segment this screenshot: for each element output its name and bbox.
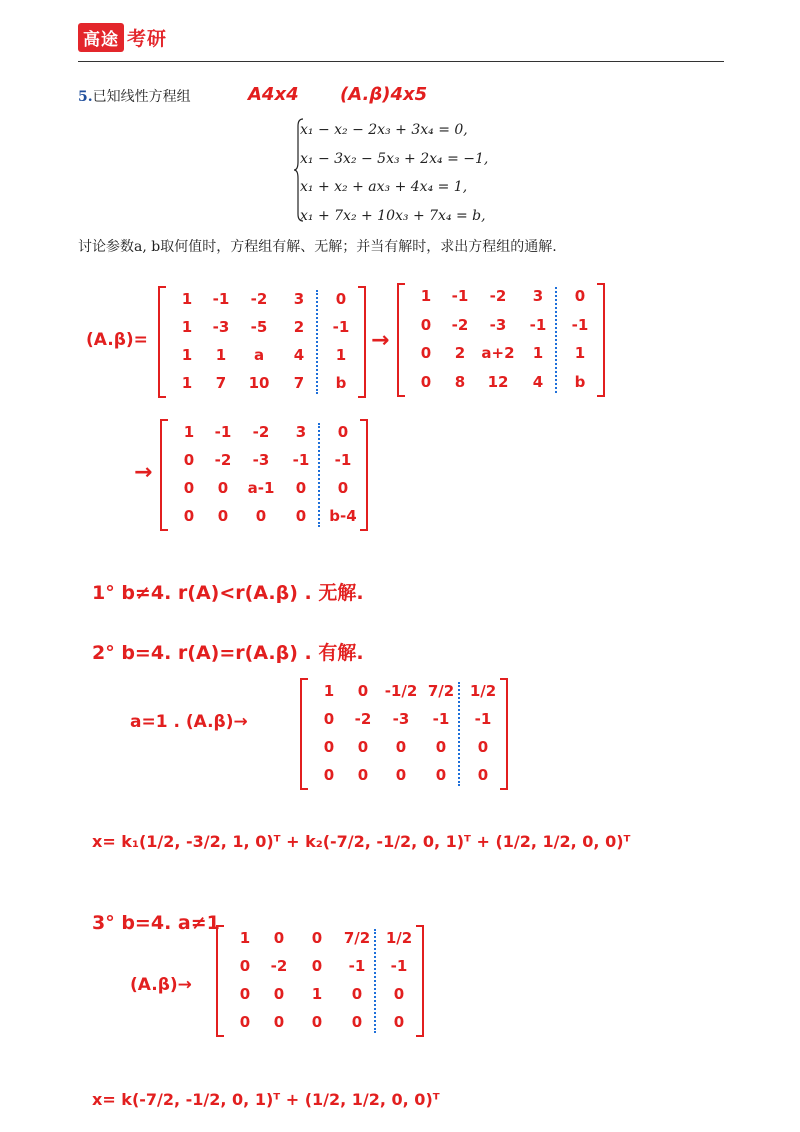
logo-text: 考研: [127, 27, 168, 50]
matrix-entry: 12: [487, 372, 509, 391]
arrow-1: →: [371, 328, 390, 353]
matrix-entry: 1: [181, 346, 193, 364]
matrix-entry: 0: [393, 1013, 405, 1031]
augment-separator: [458, 682, 460, 786]
matrix-entry: 0: [239, 957, 251, 975]
matrix-entry: 0: [574, 287, 586, 306]
matrix-entry: 0: [273, 1013, 285, 1031]
equation-2: x₁ − 3x₂ − 5x₃ + 2x₄ = −1,: [300, 150, 489, 167]
matrix-entry: -1: [292, 451, 310, 469]
matrix-entry: a+2: [481, 344, 515, 363]
matrix-entry: -2: [250, 290, 268, 308]
matrix-entry: 1: [183, 423, 195, 441]
matrix-entry: 0: [311, 1013, 323, 1031]
matrix-entry: 0: [239, 1013, 251, 1031]
matrix-entry: 1: [323, 682, 335, 700]
equation-1: x₁ − x₂ − 2x₃ + 3x₄ = 0,: [300, 122, 468, 138]
matrix-entry: -3: [392, 710, 410, 728]
matrix-entry: -1: [348, 957, 366, 975]
matrix-entry: 1: [181, 290, 193, 308]
note-ab-dim: (A.β)4x5: [340, 84, 428, 105]
matrix-right-bracket: [416, 925, 424, 1037]
equation-system: [300, 116, 488, 230]
matrix-entry: -1: [390, 957, 408, 975]
matrix-entry: 1: [181, 318, 193, 336]
question-ask: 讨论参数a, b取何值时，方程组有解、无解；并当有解时，求出方程组的通解.: [78, 239, 557, 255]
matrix-entry: -1: [451, 287, 469, 306]
matrix-entry: 0: [357, 682, 369, 700]
matrix-entry: 0: [420, 372, 432, 391]
matrix-entry: 0: [435, 766, 447, 784]
matrix-entry: 0: [217, 507, 229, 525]
matrix-entry: -2: [252, 423, 270, 441]
logo-mark: 高途: [78, 23, 124, 52]
matrix-entry: 0: [395, 738, 407, 756]
matrix-entry: 0: [273, 985, 285, 1003]
matrix-entry: -3: [489, 315, 507, 334]
matrix-entry: -2: [270, 957, 288, 975]
matrix-entry: -1: [212, 290, 230, 308]
matrix-left-bracket: [300, 678, 308, 790]
matrix-entry: -3: [252, 451, 270, 469]
matrix-original: [158, 286, 366, 398]
matrix-entry: -5: [250, 318, 268, 336]
augment-separator: [318, 423, 320, 527]
matrix-entry: -1: [214, 423, 232, 441]
matrix-entry: 0: [311, 957, 323, 975]
matrix-entry: 1/2: [385, 929, 413, 947]
matrix-entry: -3: [212, 318, 230, 336]
matrix-entry: -1: [332, 318, 350, 336]
matrix-entry: -2: [451, 315, 469, 334]
matrix-entry: 0: [323, 766, 335, 784]
matrix-entry: 0: [337, 423, 349, 441]
matrix-entry: -2: [489, 287, 507, 306]
matrix-entry: 1: [215, 346, 227, 364]
matrix-right-bracket: [360, 419, 368, 531]
matrix-entry: 0: [420, 315, 432, 334]
matrix-entry: b: [574, 372, 586, 391]
matrix-entry: -2: [214, 451, 232, 469]
matrix-entry: -1: [474, 710, 492, 728]
matrix-entry: 0: [393, 985, 405, 1003]
matrix-entry: 1/2: [469, 682, 497, 700]
matrix-entry: 0: [295, 507, 307, 525]
case-3: 3° b=4. a≠1: [92, 912, 220, 934]
matrix-entry: 1: [532, 344, 544, 363]
matrix-entry: 0: [477, 766, 489, 784]
augmented-label: (A.β)=: [86, 330, 148, 350]
matrix-entry: 0: [217, 479, 229, 497]
header-divider: [78, 61, 724, 62]
equation-4: x₁ + 7x₂ + 10x₃ + 7x₄ = b,: [300, 207, 486, 224]
matrix-entry: 0: [183, 507, 195, 525]
matrix-entry: 0: [273, 929, 285, 947]
case-2-label: a=1 . (A.β)→: [130, 712, 248, 732]
matrix-entry: 3: [532, 287, 544, 306]
question-line: [78, 86, 191, 106]
matrix-left-bracket: [216, 925, 224, 1037]
matrix-entry: 1: [311, 985, 323, 1003]
arrow-2: →: [134, 460, 153, 485]
matrix-entry: 0: [311, 929, 323, 947]
matrix-entry: -2: [354, 710, 372, 728]
matrix-entry: 0: [183, 451, 195, 469]
matrix-entry: 1: [420, 287, 432, 306]
matrix-entry: a: [253, 346, 265, 364]
matrix-entry: 1: [335, 346, 347, 364]
case-3-label: (A.β)→: [130, 975, 192, 995]
question-number: 5.: [78, 89, 93, 105]
matrix-case2: [300, 678, 508, 790]
matrix-entry: b-4: [329, 507, 357, 525]
matrix-entry: a-1: [247, 479, 275, 497]
matrix-entry: 1: [181, 374, 193, 392]
case-1: 1° b≠4. r(A)<r(A.β) . 无解.: [92, 582, 364, 604]
matrix-right-bracket: [597, 283, 605, 397]
solution-case2: x= k₁(1/2, -3/2, 1, 0)ᵀ + k₂(-7/2, -1/2, 0, 1)ᵀ + (1/2, 1/2, 0, 0)ᵀ: [92, 832, 631, 851]
matrix-right-bracket: [500, 678, 508, 790]
matrix-entry: 8: [454, 372, 466, 391]
matrix-left-bracket: [397, 283, 405, 397]
matrix-entry: 0: [323, 710, 335, 728]
augment-separator: [555, 287, 557, 393]
matrix-left-bracket: [160, 419, 168, 531]
matrix-entry: 0: [323, 738, 335, 756]
matrix-entry: 0: [357, 766, 369, 784]
matrix-entry: -1: [529, 315, 547, 334]
matrix-entry: 1: [574, 344, 586, 363]
matrix-left-bracket: [158, 286, 166, 398]
matrix-entry: 0: [295, 479, 307, 497]
matrix-entry: -1: [432, 710, 450, 728]
equation-3: x₁ + x₂ + ax₃ + 4x₄ = 1,: [300, 179, 468, 195]
matrix-entry: -1: [571, 315, 589, 334]
matrix-entry: 7: [293, 374, 305, 392]
matrix-entry: 0: [357, 738, 369, 756]
question-stem: 已知线性方程组: [92, 89, 191, 105]
matrix-entry: 0: [351, 1013, 363, 1031]
matrix-entry: 3: [293, 290, 305, 308]
matrix-entry: 1: [239, 929, 251, 947]
matrix-entry: 0: [335, 290, 347, 308]
matrix-entry: -1/2: [384, 682, 418, 700]
matrix-right-bracket: [358, 286, 366, 398]
matrix-entry: 4: [532, 372, 544, 391]
brand-logo: [78, 20, 167, 54]
matrix-entry: 0: [255, 507, 267, 525]
matrix-case3: [216, 925, 424, 1037]
matrix-entry: 0: [337, 479, 349, 497]
matrix-entry: 0: [477, 738, 489, 756]
matrix-entry: 2: [293, 318, 305, 336]
matrix-entry: 7/2: [343, 929, 371, 947]
matrix-entry: 0: [239, 985, 251, 1003]
augment-separator: [316, 290, 318, 394]
matrix-entry: -1: [334, 451, 352, 469]
matrix-entry: 0: [183, 479, 195, 497]
solution-case3: x= k(-7/2, -1/2, 0, 1)ᵀ + (1/2, 1/2, 0, 0)ᵀ: [92, 1090, 440, 1109]
matrix-entry: 3: [295, 423, 307, 441]
matrix-entry: 10: [248, 374, 270, 392]
matrix-echelon: [160, 419, 368, 531]
note-a-dim: A4x4: [248, 84, 299, 105]
matrix-entry: b: [335, 374, 347, 392]
matrix-entry: 0: [395, 766, 407, 784]
matrix-entry: 2: [454, 344, 466, 363]
matrix-entry: 0: [351, 985, 363, 1003]
matrix-step1: [397, 283, 605, 397]
case-2: 2° b=4. r(A)=r(A.β) . 有解.: [92, 642, 364, 664]
matrix-entry: 7: [215, 374, 227, 392]
matrix-entry: 4: [293, 346, 305, 364]
matrix-entry: 7/2: [427, 682, 455, 700]
matrix-entry: 0: [420, 344, 432, 363]
matrix-entry: 0: [435, 738, 447, 756]
augment-separator: [374, 929, 376, 1033]
